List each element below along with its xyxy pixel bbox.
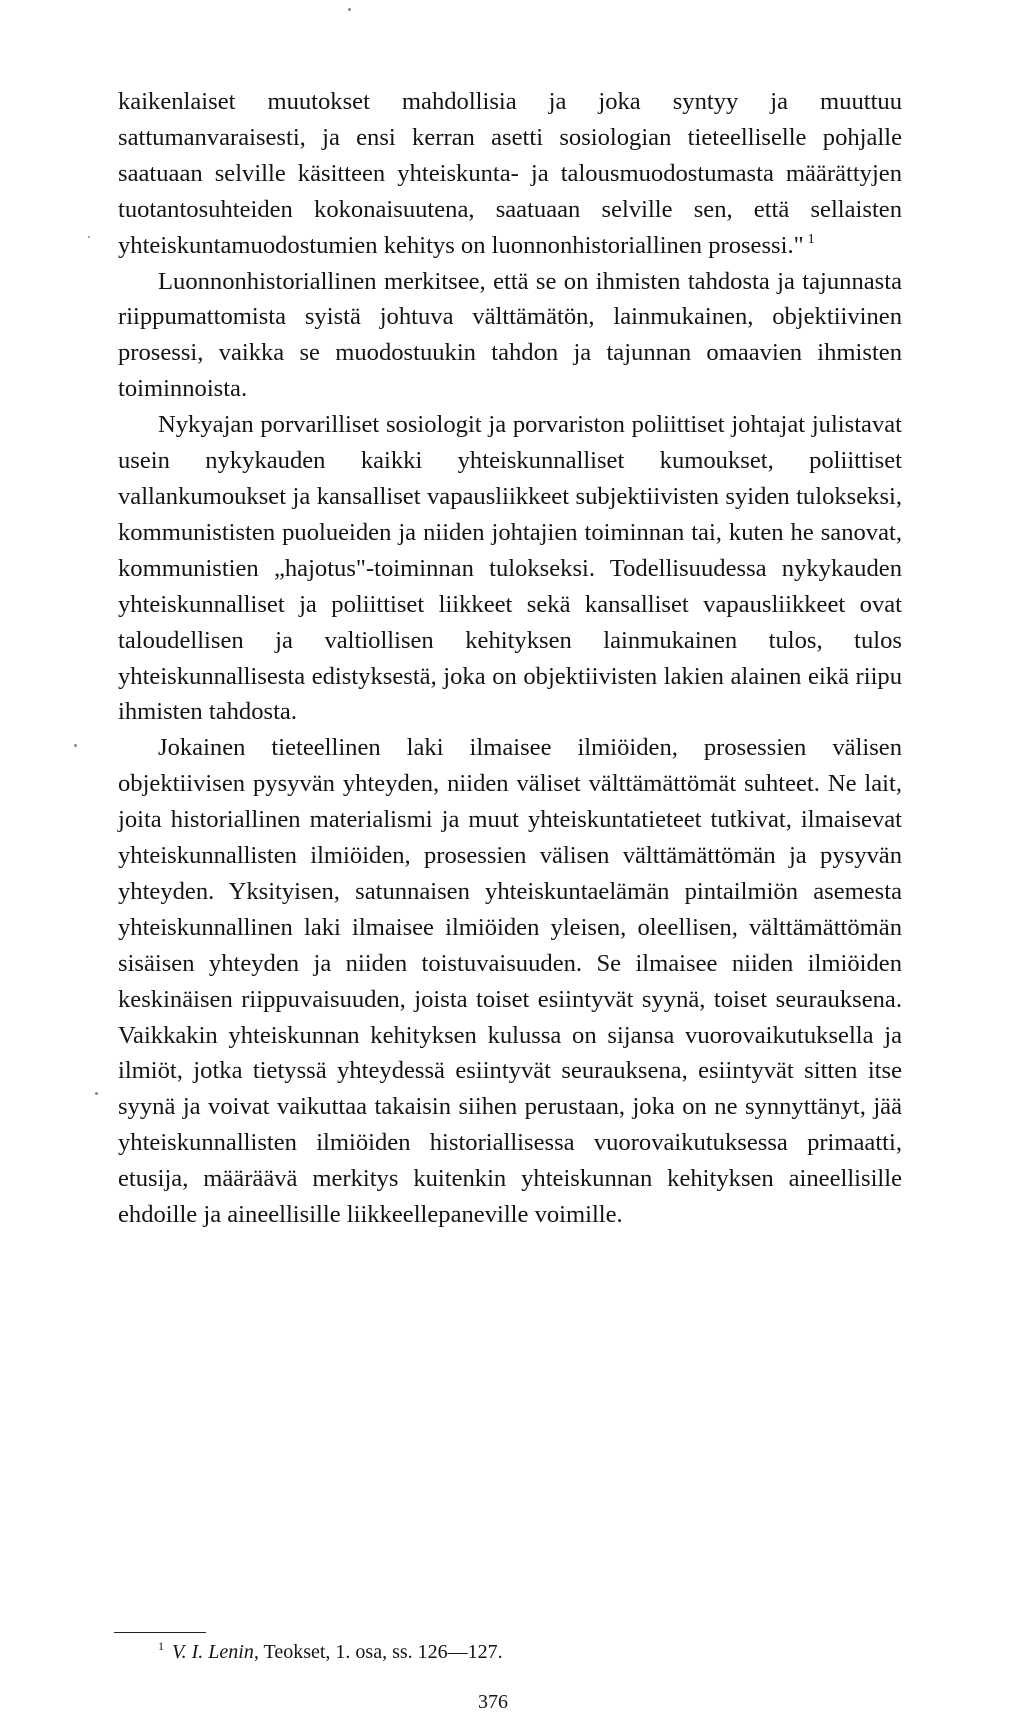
paragraph-3: Nykyajan porvarilliset sosiologit ja porvariston poliittiset johtajat julistavat usein nykykauden kaikki yhteiskunnalliset kumoukset, poliittiset vallankumoukset ja kansalliset vapausliikkeet subjektiivisten syiden tulokseksi, kommunististen puolueiden ja niiden johtajien toiminnan tai, kuten he sanovat, kommunistien „hajotus"-toiminnan tulokseksi. Todellisuudessa nykykauden yhteiskunnalliset ja poliittiset liikkeet sekä kansalliset vapausliikkeet ovat taloudellisen ja valtiollisen kehityksen lainmukainen tulos, tulos yhteiskunnallisesta edistyksestä, joka on objektiivisten lakien alainen eikä riipu ihmisten tahdosta.	[118, 411, 902, 726]
footnote-reference: 1	[807, 231, 815, 247]
scan-speck	[95, 1092, 98, 1095]
paragraph-4: Jokainen tieteellinen laki ilmaisee ilmiöiden, prosessien välisen objektiivisen pysyvän yhteyden, niiden väliset välttämättömät suhteet. Ne lait, joita historiallinen materialismi ja muut yhteiskuntatieteet tutkivat, ilmaisevat yhteiskunnallisten ilmiöiden, prosessien välisen välttämättömän ja pysyvän yhteyden. Yksityisen, satunnaisen yhteiskuntaelämän pintailmiön asemesta yhteiskunnallinen laki ilmaisee ilmiöiden yleisen, oleellisen, välttämättömän sisäisen yhteyden ja niiden toistuvaisuuden. Se ilmaisee niiden ilmiöiden keskinäisen riippuvaisuuden, joista toiset esiintyvät syynä, toiset seurauksena. Vaikkakin yhteiskunnan kehityksen kulussa on sijansa vuorovaikutuksella ja ilmiöt, jotka tietyssä yhteydessä esiintyvät seurauksena, esiintyvät sitten itse syynä ja voivat vaikuttaa takaisin siihen perustaan, joka on ne synnyttänyt, jää yhteiskunnallisten ilmiöiden historiallisessa vuorovaikutuksessa primaatti, etusija, määräävä merkitys kuitenkin yhteiskunnan kehityksen aineellisille ehdoille ja aineellisille liikkeellepaneville voimille.	[118, 734, 902, 1229]
page-number: 376	[478, 1691, 508, 1713]
footnote-text: Teokset, 1. osa, ss. 126—127.	[263, 1641, 503, 1663]
scan-speck	[88, 236, 90, 238]
footnote	[158, 1641, 503, 1664]
page-body	[118, 84, 902, 1233]
footnote-author: V. I. Lenin,	[172, 1641, 259, 1663]
paragraph-1	[118, 84, 902, 264]
paragraph-2: Luonnonhistoriallinen merkitsee, että se on ihmisten tahdosta ja tajunnasta riippumattomista syistä johtuva välttämätön, lainmukainen, objektiivinen prosessi, vaikka se muodostuukin tahdon ja tajunnan omaavien ihmisten toiminnoista.	[118, 267, 902, 403]
paragraph-1-text: kaikenlaiset muutokset mahdollisia ja joka syntyy ja muuttuu sattumanvaraisesti, ja ensi kerran asetti sosiologian tieteelliselle pohjalle saatuaan selville käsitteen yhteiskunta- ja talousmuodostumasta määrättyjen tuotantosuhteiden kokonaisuutena, saatuaan selville sen, että sellaisten yhteiskuntamuodostumien kehitys on luonnonhistoriallinen prosessi."	[118, 88, 902, 259]
scan-speck	[348, 8, 351, 11]
footnote-divider	[114, 1632, 206, 1633]
scan-speck	[74, 744, 77, 747]
footnote-marker: 1	[158, 1639, 164, 1653]
